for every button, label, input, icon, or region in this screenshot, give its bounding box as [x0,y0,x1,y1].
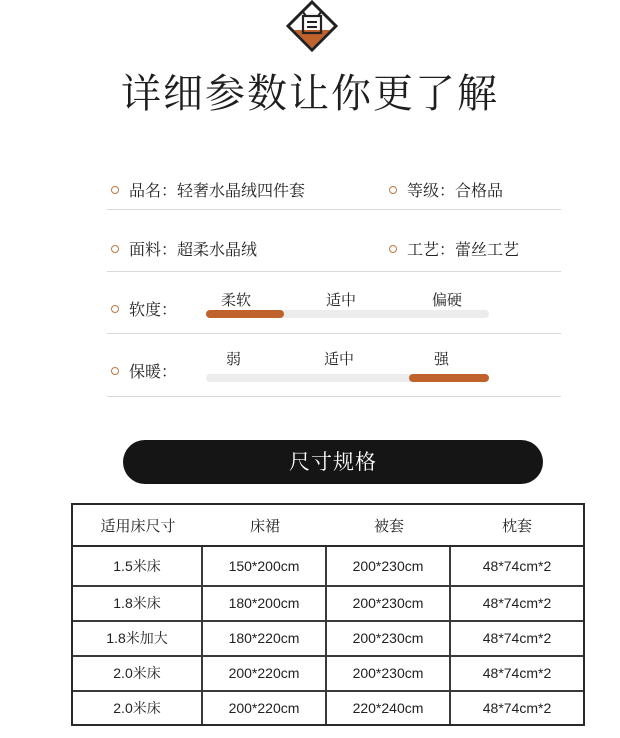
table-row [73,622,583,657]
warmth-indicator [409,374,489,382]
cell-pillowcase: 48*74cm*2 [451,547,583,587]
cell-bed-size: 1.8米加大 [73,622,203,657]
cell-pillowcase: 48*74cm*2 [482,699,552,716]
softness-option-firm: 偏硬 [432,291,463,309]
house-badge-icon [282,0,342,54]
cell-pillowcase: 48*74cm*2 [451,657,583,692]
softness-indicator [206,310,284,318]
softness-scale [107,271,561,334]
bullet-icon [389,245,397,253]
header-bed-skirt: 床裙 [203,505,327,547]
spec-grade: 等级 ： 合格品 [389,178,503,201]
table-header-row [73,505,583,547]
warmth-option-weak: 弱 [226,350,242,368]
softness-label: 软度： [111,297,177,320]
bullet-icon [111,245,119,253]
table-row [73,547,583,587]
spec-row-1 [107,168,561,210]
bullet-icon [389,186,397,194]
cell-duvet-cover: 220*240cm [327,692,451,724]
bullet-icon [111,186,119,194]
spec-craft: 工艺 ： 蕾丝工艺 [389,237,519,260]
warmth-option-medium: 适中 [324,350,355,368]
size-spec-banner: 尺寸规格 [123,440,543,484]
cell-duvet-cover: 200*230cm [327,622,451,657]
softness-option-soft: 柔软 [221,291,252,309]
cell-duvet-cover: 200*230cm [327,547,451,587]
warmth-label: 保暖： [111,359,177,382]
size-table [71,503,585,726]
softness-option-medium: 适中 [326,291,357,309]
cell-bed-skirt: 200*220cm [203,692,327,724]
cell-pillowcase: 48*74cm*2 [451,622,583,657]
spec-name: 品名 ： 轻奢水晶绒四件套 [111,178,305,201]
warmth-option-strong: 强 [434,350,450,368]
cell-bed-skirt: 180*220cm [203,622,327,657]
spec-row-2 [107,228,561,272]
bullet-icon [111,305,119,313]
cell-pillowcase: 48*74cm*2 [451,587,583,622]
header-duvet-cover: 被套 [327,505,451,547]
cell-bed-size: 1.8米床 [73,587,203,622]
warmth-scale [107,333,561,397]
header-pillowcase: 枕套 [451,505,583,547]
cell-bed-size: 1.5米床 [73,547,203,587]
bullet-icon [111,367,119,375]
table-row [73,587,583,622]
spec-fabric: 面料 ： 超柔水晶绒 [111,237,257,260]
table-row [73,692,583,724]
page-title: 详细参数让你更了解 [121,71,499,117]
cell-duvet-cover: 200*230cm [327,587,451,622]
cell-bed-skirt: 200*220cm [203,657,327,692]
cell-duvet-cover: 200*230cm [327,657,451,692]
header-bed-size: 适用床尺寸 [73,505,203,547]
table-row [73,657,583,692]
cell-bed-skirt: 150*200cm [203,547,327,587]
cell-bed-size: 2.0米床 [73,692,203,724]
cell-bed-skirt: 180*200cm [203,587,327,622]
cell-bed-size: 2.0米床 [73,657,203,692]
